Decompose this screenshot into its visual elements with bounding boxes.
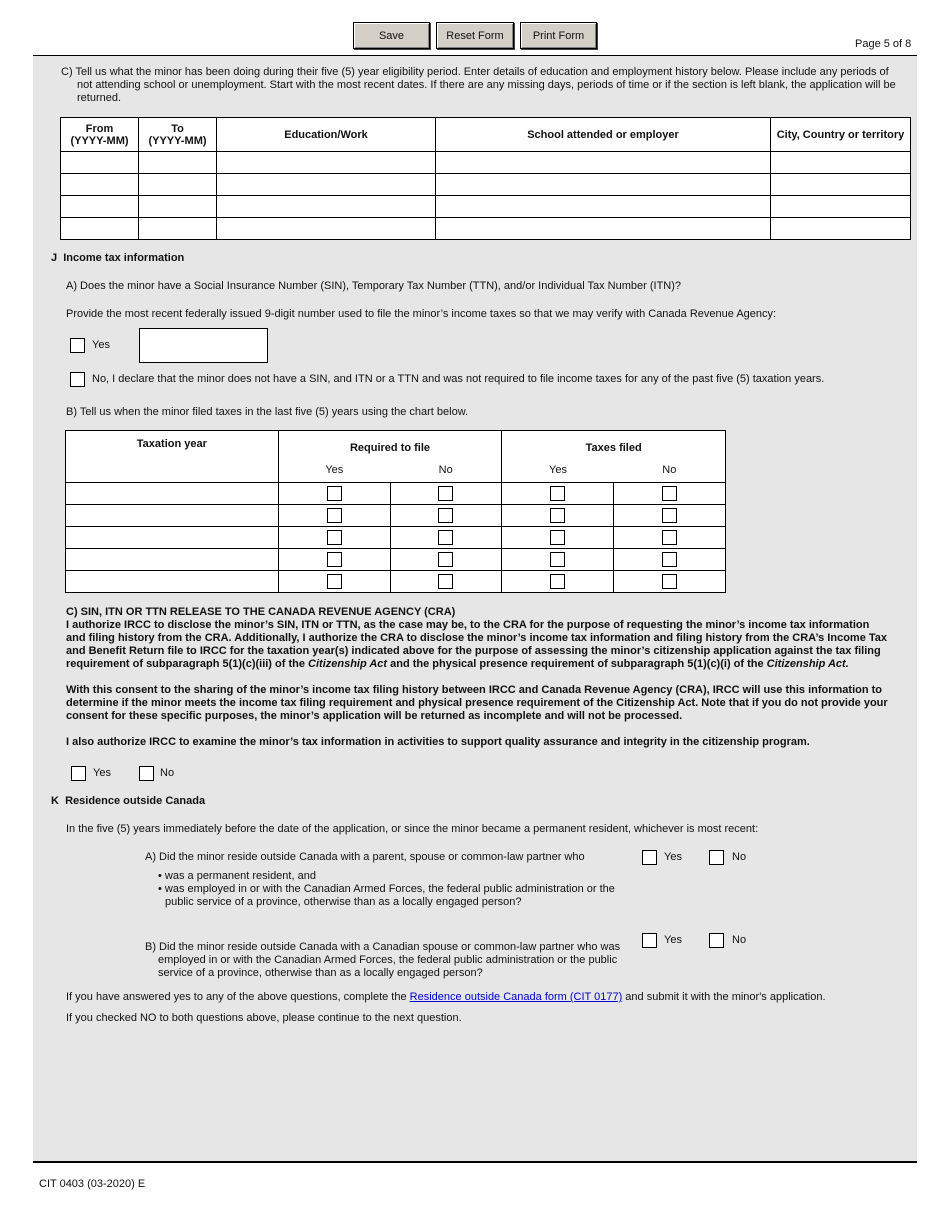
- education-input[interactable]: [217, 174, 436, 196]
- to-input[interactable]: [139, 174, 217, 196]
- school-input[interactable]: [436, 174, 771, 196]
- city-input[interactable]: [771, 152, 911, 174]
- city-input[interactable]: [771, 196, 911, 218]
- table-row: [61, 174, 911, 196]
- filed-no-checkbox[interactable]: [662, 574, 677, 589]
- to-input[interactable]: [139, 152, 217, 174]
- col-from-header: From (YYYY-MM): [61, 118, 139, 152]
- to-input[interactable]: [139, 196, 217, 218]
- filed-yes-checkbox[interactable]: [550, 552, 565, 567]
- col-required-header: Required to file: [278, 431, 502, 458]
- tax-filing-table: [65, 430, 726, 593]
- form-code: CIT 0403 (03-2020) E: [39, 1178, 146, 1190]
- cit0177-form-link[interactable]: Residence outside Canada form (CIT 0177): [409, 991, 623, 1003]
- filed-yes-checkbox[interactable]: [550, 508, 565, 523]
- reset-form-button[interactable]: Reset Form: [436, 22, 514, 49]
- required-no-checkbox[interactable]: [438, 574, 453, 589]
- taxation-year-input[interactable]: [66, 549, 279, 571]
- cra-release-para1: I authorize IRCC to disclose the minor’s SIN, ITN or TTN, as the case may be, to the CRA for the purpose of requesting the minor’s income tax information and filing history from the CRA. Additionally, I authorize the CRA to disclose the minor’s income tax information and filing history from the CRA’s Income Tax and Benefit Return file to IRCC for the taxation year(s) indicated above for the purpose of assessing the minor’s citizenship application against the tax filing requirement of subparagraph 5(1)(c)(iii) of the Citizenship Act and the physical presence requirement of subparagraph 5(1)(c)(i) of the Citizenship Act.: [66, 619, 888, 670]
- residence-a-yes-checkbox[interactable]: [642, 850, 657, 865]
- filed-no-checkbox[interactable]: [662, 486, 677, 501]
- required-no-checkbox[interactable]: [438, 508, 453, 523]
- filed-no-checkbox[interactable]: [662, 508, 677, 523]
- top-divider: [33, 55, 917, 56]
- education-header-row: [61, 118, 911, 152]
- from-input[interactable]: [61, 196, 139, 218]
- col-school-header: School attended or employer: [436, 118, 771, 152]
- col-taxation-year-header: Taxation year: [66, 431, 279, 483]
- filed-yes-header: Yes: [502, 457, 614, 482]
- school-input[interactable]: [436, 152, 771, 174]
- table-row: [61, 196, 911, 218]
- bottom-divider: [33, 1161, 917, 1163]
- cra-release-heading: C) SIN, ITN OR TTN RELEASE TO THE CANADA REVENUE AGENCY (CRA): [66, 606, 456, 618]
- from-input[interactable]: [61, 174, 139, 196]
- col-filed-header: Taxes filed: [502, 431, 726, 458]
- residence-a-no-checkbox[interactable]: [709, 850, 724, 865]
- school-input[interactable]: [436, 196, 771, 218]
- required-yes-checkbox[interactable]: [327, 574, 342, 589]
- consent-yes-checkbox[interactable]: [71, 766, 86, 781]
- filed-yes-checkbox[interactable]: [550, 574, 565, 589]
- page-number: Page 5 of 8: [855, 38, 912, 50]
- table-row: [66, 527, 726, 549]
- save-button[interactable]: Save: [353, 22, 430, 49]
- city-input[interactable]: [771, 174, 911, 196]
- section-j-provide-text: Provide the most recent federally issued 9-digit number used to file the minor’s income taxes so that we may verify with Canada Revenue Agency:: [66, 308, 777, 320]
- filed-no-checkbox[interactable]: [662, 530, 677, 545]
- cra-release-para2: With this consent to the sharing of the minor’s income tax filing history between IRCC and Canada Revenue Agency (CRA), IRCC will use this information to determine if the minor meets the income tax filing requirement and physical presence requirement of the Citizenship Act. Note that if you do not provide your consent for these specific purposes, the minor’s application will be returned as incomplete and will not be processed.: [66, 684, 888, 722]
- required-no-header: No: [390, 457, 502, 482]
- section-k-question-b: B) Did the minor reside outside Canada with a Canadian spouse or common-law partner who was employed in or with the Canadian Armed Forces, the federal public administration or the public service of a province, otherwise than as a locally engaged person?: [145, 941, 621, 979]
- education-table: [60, 117, 911, 240]
- sin-number-input[interactable]: [139, 328, 268, 363]
- tax-header-row: [66, 431, 726, 458]
- required-no-checkbox[interactable]: [438, 486, 453, 501]
- required-no-checkbox[interactable]: [438, 552, 453, 567]
- section-k-question-a-bullets: • was a permanent resident, and • was employed in or with the Canadian Armed Forces, the federal public administration or the public service of a province, otherwise than as a locally engaged person?: [158, 870, 615, 908]
- filed-no-checkbox[interactable]: [662, 552, 677, 567]
- school-input[interactable]: [436, 218, 771, 240]
- section-k-intro: In the five (5) years immediately before the date of the application, or since the minor became a permanent resident, whichever is most recent:: [66, 823, 759, 835]
- filed-yes-checkbox[interactable]: [550, 530, 565, 545]
- table-row: [61, 218, 911, 240]
- city-input[interactable]: [771, 218, 911, 240]
- taxation-year-input[interactable]: [66, 483, 279, 505]
- table-row: [61, 152, 911, 174]
- from-input[interactable]: [61, 218, 139, 240]
- required-yes-checkbox[interactable]: [327, 508, 342, 523]
- taxation-year-input[interactable]: [66, 505, 279, 527]
- required-no-checkbox[interactable]: [438, 530, 453, 545]
- education-input[interactable]: [217, 152, 436, 174]
- cra-release-block: [66, 606, 890, 749]
- sin-yes-checkbox[interactable]: [70, 338, 85, 353]
- required-yes-checkbox[interactable]: [327, 486, 342, 501]
- section-k-heading: K Residence outside Canada: [51, 795, 206, 807]
- to-input[interactable]: [139, 218, 217, 240]
- section-k-answered-yes-note: If you have answered yes to any of the above questions, complete the Residence outside Canada form (CIT 0177) and submit it with the minor's application.: [66, 991, 826, 1003]
- sin-no-checkbox[interactable]: [70, 372, 85, 387]
- section-c-intro: C) Tell us what the minor has been doing during their five (5) year eligibility period. Enter details of education and employment history below. Please include any periods of not attending school or unemployment. Start with the most recent dates. If there are any missing days, periods of time or if the section is left blank, the application will be returned.: [61, 66, 896, 104]
- education-input[interactable]: [217, 218, 436, 240]
- section-k-checked-no-note: If you checked NO to both questions above, please continue to the next question.: [66, 1012, 462, 1024]
- col-education-header: Education/Work: [217, 118, 436, 152]
- taxation-year-input[interactable]: [66, 527, 279, 549]
- section-k-question-a: A) Did the minor reside outside Canada with a parent, spouse or common-law partner who: [145, 851, 585, 863]
- required-yes-header: Yes: [278, 457, 390, 482]
- col-city-header: City, Country or territory: [771, 118, 911, 152]
- col-to-header: To (YYYY-MM): [139, 118, 217, 152]
- sin-no-label: No, I declare that the minor does not have a SIN, and ITN or a TTN and was not required to file income taxes for any of the past five (5) taxation years.: [92, 373, 825, 385]
- section-j-question-a: A) Does the minor have a Social Insurance Number (SIN), Temporary Tax Number (TTN), and/or Individual Tax Number (ITN)?: [66, 280, 682, 292]
- residence-a-yes-label: Yes: [664, 851, 682, 863]
- consent-no-checkbox[interactable]: [139, 766, 154, 781]
- table-row: [66, 483, 726, 505]
- taxation-year-input[interactable]: [66, 571, 279, 593]
- print-form-button[interactable]: Print Form: [520, 22, 597, 49]
- sin-yes-label: Yes: [92, 339, 110, 351]
- residence-b-no-checkbox[interactable]: [709, 933, 724, 948]
- residence-a-no-label: No: [732, 851, 747, 863]
- section-j-heading: J Income tax information: [51, 252, 185, 264]
- residence-b-yes-label: Yes: [664, 934, 682, 946]
- residence-b-no-label: No: [732, 934, 747, 946]
- residence-b-yes-checkbox[interactable]: [642, 933, 657, 948]
- required-yes-checkbox[interactable]: [327, 530, 342, 545]
- table-row: [66, 549, 726, 571]
- consent-yes-label: Yes: [93, 767, 111, 779]
- filed-yes-checkbox[interactable]: [550, 486, 565, 501]
- section-j-question-b: B) Tell us when the minor filed taxes in the last five (5) years using the chart below.: [66, 406, 469, 418]
- education-input[interactable]: [217, 196, 436, 218]
- required-yes-checkbox[interactable]: [327, 552, 342, 567]
- table-row: [66, 571, 726, 593]
- consent-no-label: No: [160, 767, 175, 779]
- cra-release-para3: I also authorize IRCC to examine the minor’s tax information in activities to support quality assurance and integrity in the citizenship program.: [66, 736, 810, 748]
- table-row: [66, 505, 726, 527]
- from-input[interactable]: [61, 152, 139, 174]
- filed-no-header: No: [614, 457, 726, 482]
